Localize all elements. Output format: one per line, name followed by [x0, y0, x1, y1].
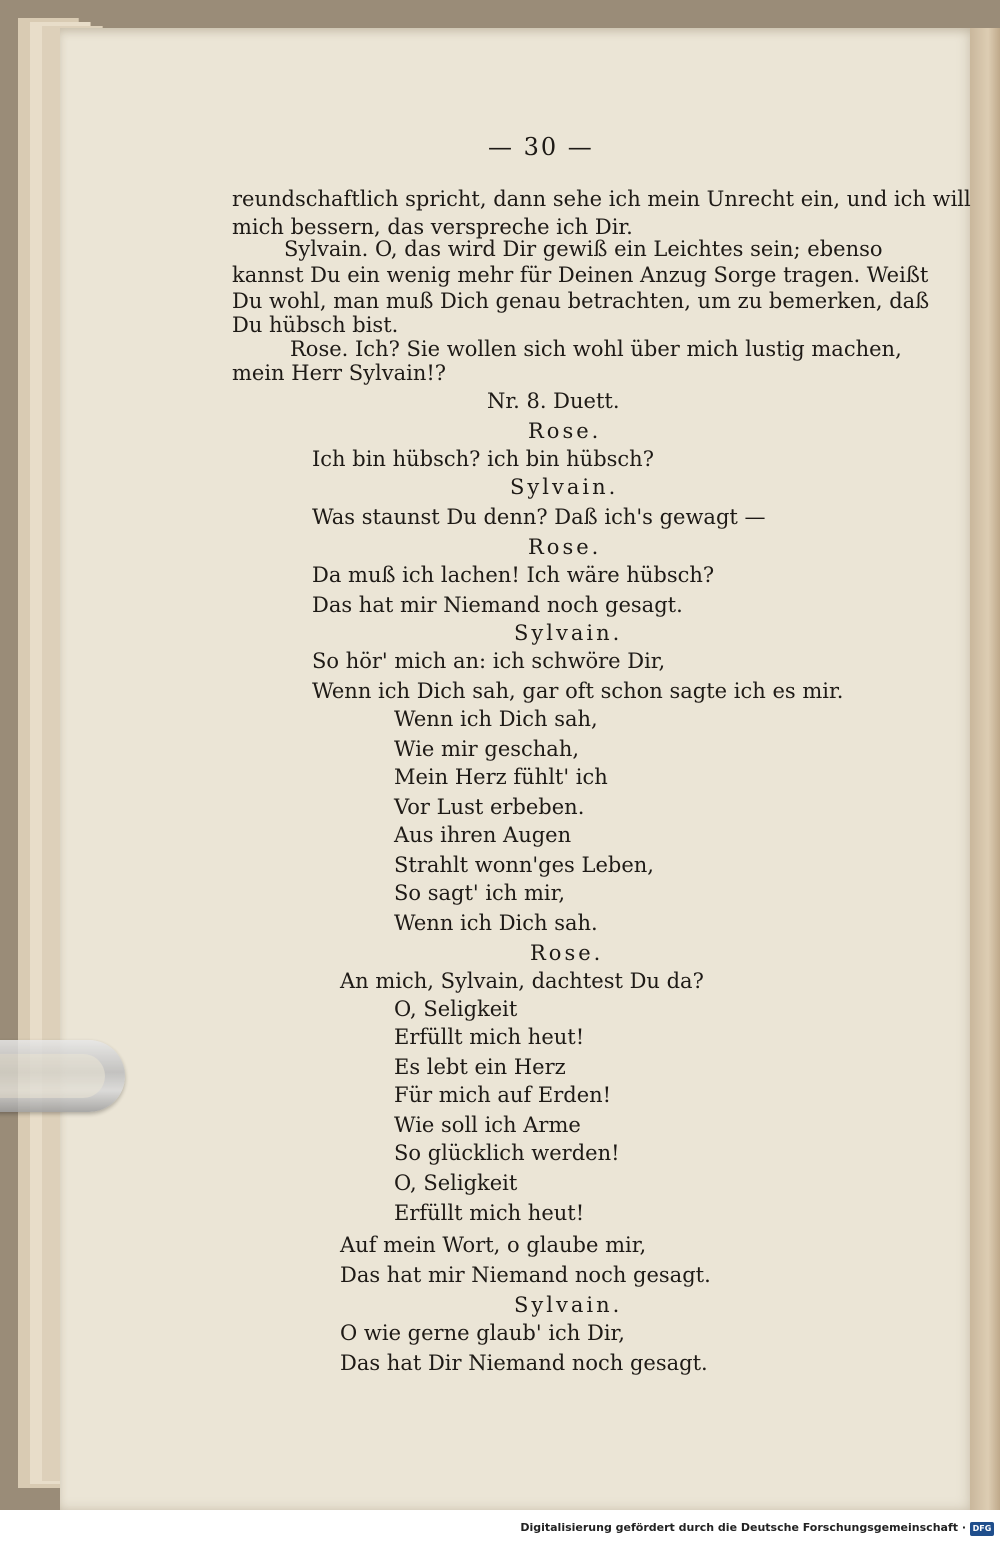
verse-line: Was staunst Du denn? Daß ich's gewagt — [312, 505, 766, 529]
prose-line: Du wohl, man muß Dich genau betrachten, um zu bemerken, daß [232, 289, 930, 313]
verse-line: Vor Lust erbeben. [394, 795, 585, 819]
page-number: — 30 — [488, 133, 594, 161]
verse-line: Das hat mir Niemand noch gesagt. [312, 593, 683, 617]
verse-line: Aus ihren Augen [394, 823, 572, 847]
verse-line: Das hat Dir Niemand noch gesagt. [340, 1351, 708, 1375]
verse-line: Wenn ich Dich sah, gar oft schon sagte ich es mir. [312, 679, 844, 703]
speaker-name: Sylvain. [514, 621, 623, 645]
verse-line: Strahlt wonn'ges Leben, [394, 853, 654, 877]
page-clip [0, 1040, 125, 1112]
speaker-name: Sylvain. [510, 475, 619, 499]
verse-line: An mich, Sylvain, dachtest Du da? [340, 969, 704, 993]
section-heading: Nr. 8. Duett. [487, 389, 620, 413]
speaker-name: Rose. [528, 535, 602, 559]
verse-line: Für mich auf Erden! [394, 1083, 612, 1107]
prose-line: mein Herr Sylvain!? [232, 361, 447, 385]
verse-line: Erfüllt mich heut! [394, 1025, 585, 1049]
verse-line: So hör' mich an: ich schwöre Dir, [312, 649, 666, 673]
verse-line: O wie gerne glaub' ich Dir, [340, 1321, 625, 1345]
speaker-name: Rose. [528, 419, 602, 443]
verse-line: Wenn ich Dich sah, [394, 707, 598, 731]
verse-line: O, Seligkeit [394, 1171, 518, 1195]
facing-page-edge [970, 28, 1000, 1513]
verse-line: So glücklich werden! [394, 1141, 620, 1165]
verse-line: Wenn ich Dich sah. [394, 911, 598, 935]
prose-line: Rose. Ich? Sie wollen sich wohl über mich lustig machen, [290, 337, 902, 361]
prose-line: reundschaftlich spricht, dann sehe ich mein Unrecht ein, und ich will [232, 187, 971, 211]
verse-line: Da muß ich lachen! Ich wäre hübsch? [312, 563, 715, 587]
prose-line: Du hübsch bist. [232, 313, 399, 337]
verse-line: Ich bin hübsch? ich bin hübsch? [312, 447, 654, 471]
prose-line: Sylvain. O, das wird Dir gewiß ein Leichtes sein; ebenso [284, 237, 883, 261]
verse-line: Es lebt ein Herz [394, 1055, 566, 1079]
verse-line: So sagt' ich mir, [394, 881, 566, 905]
prose-line: mich bessern, das verspreche ich Dir. [232, 215, 633, 239]
verse-line: Erfüllt mich heut! [394, 1201, 585, 1225]
verse-line: Wie soll ich Arme [394, 1113, 581, 1137]
prose-line: kannst Du ein wenig mehr für Deinen Anzug Sorge tragen. Weißt [232, 263, 929, 287]
verse-line: Auf mein Wort, o glaube mir, [340, 1233, 647, 1257]
dfg-logo-icon: DFG [970, 1522, 994, 1536]
footer-credit: Digitalisierung gefördert durch die Deutsche Forschungsgemeinschaft · [520, 1521, 966, 1534]
speaker-name: Sylvain. [514, 1293, 623, 1317]
verse-line: O, Seligkeit [394, 997, 518, 1021]
verse-line: Das hat mir Niemand noch gesagt. [340, 1263, 711, 1287]
verse-line: Wie mir geschah, [394, 737, 580, 761]
verse-line: Mein Herz fühlt' ich [394, 765, 608, 789]
speaker-name: Rose. [530, 941, 604, 965]
